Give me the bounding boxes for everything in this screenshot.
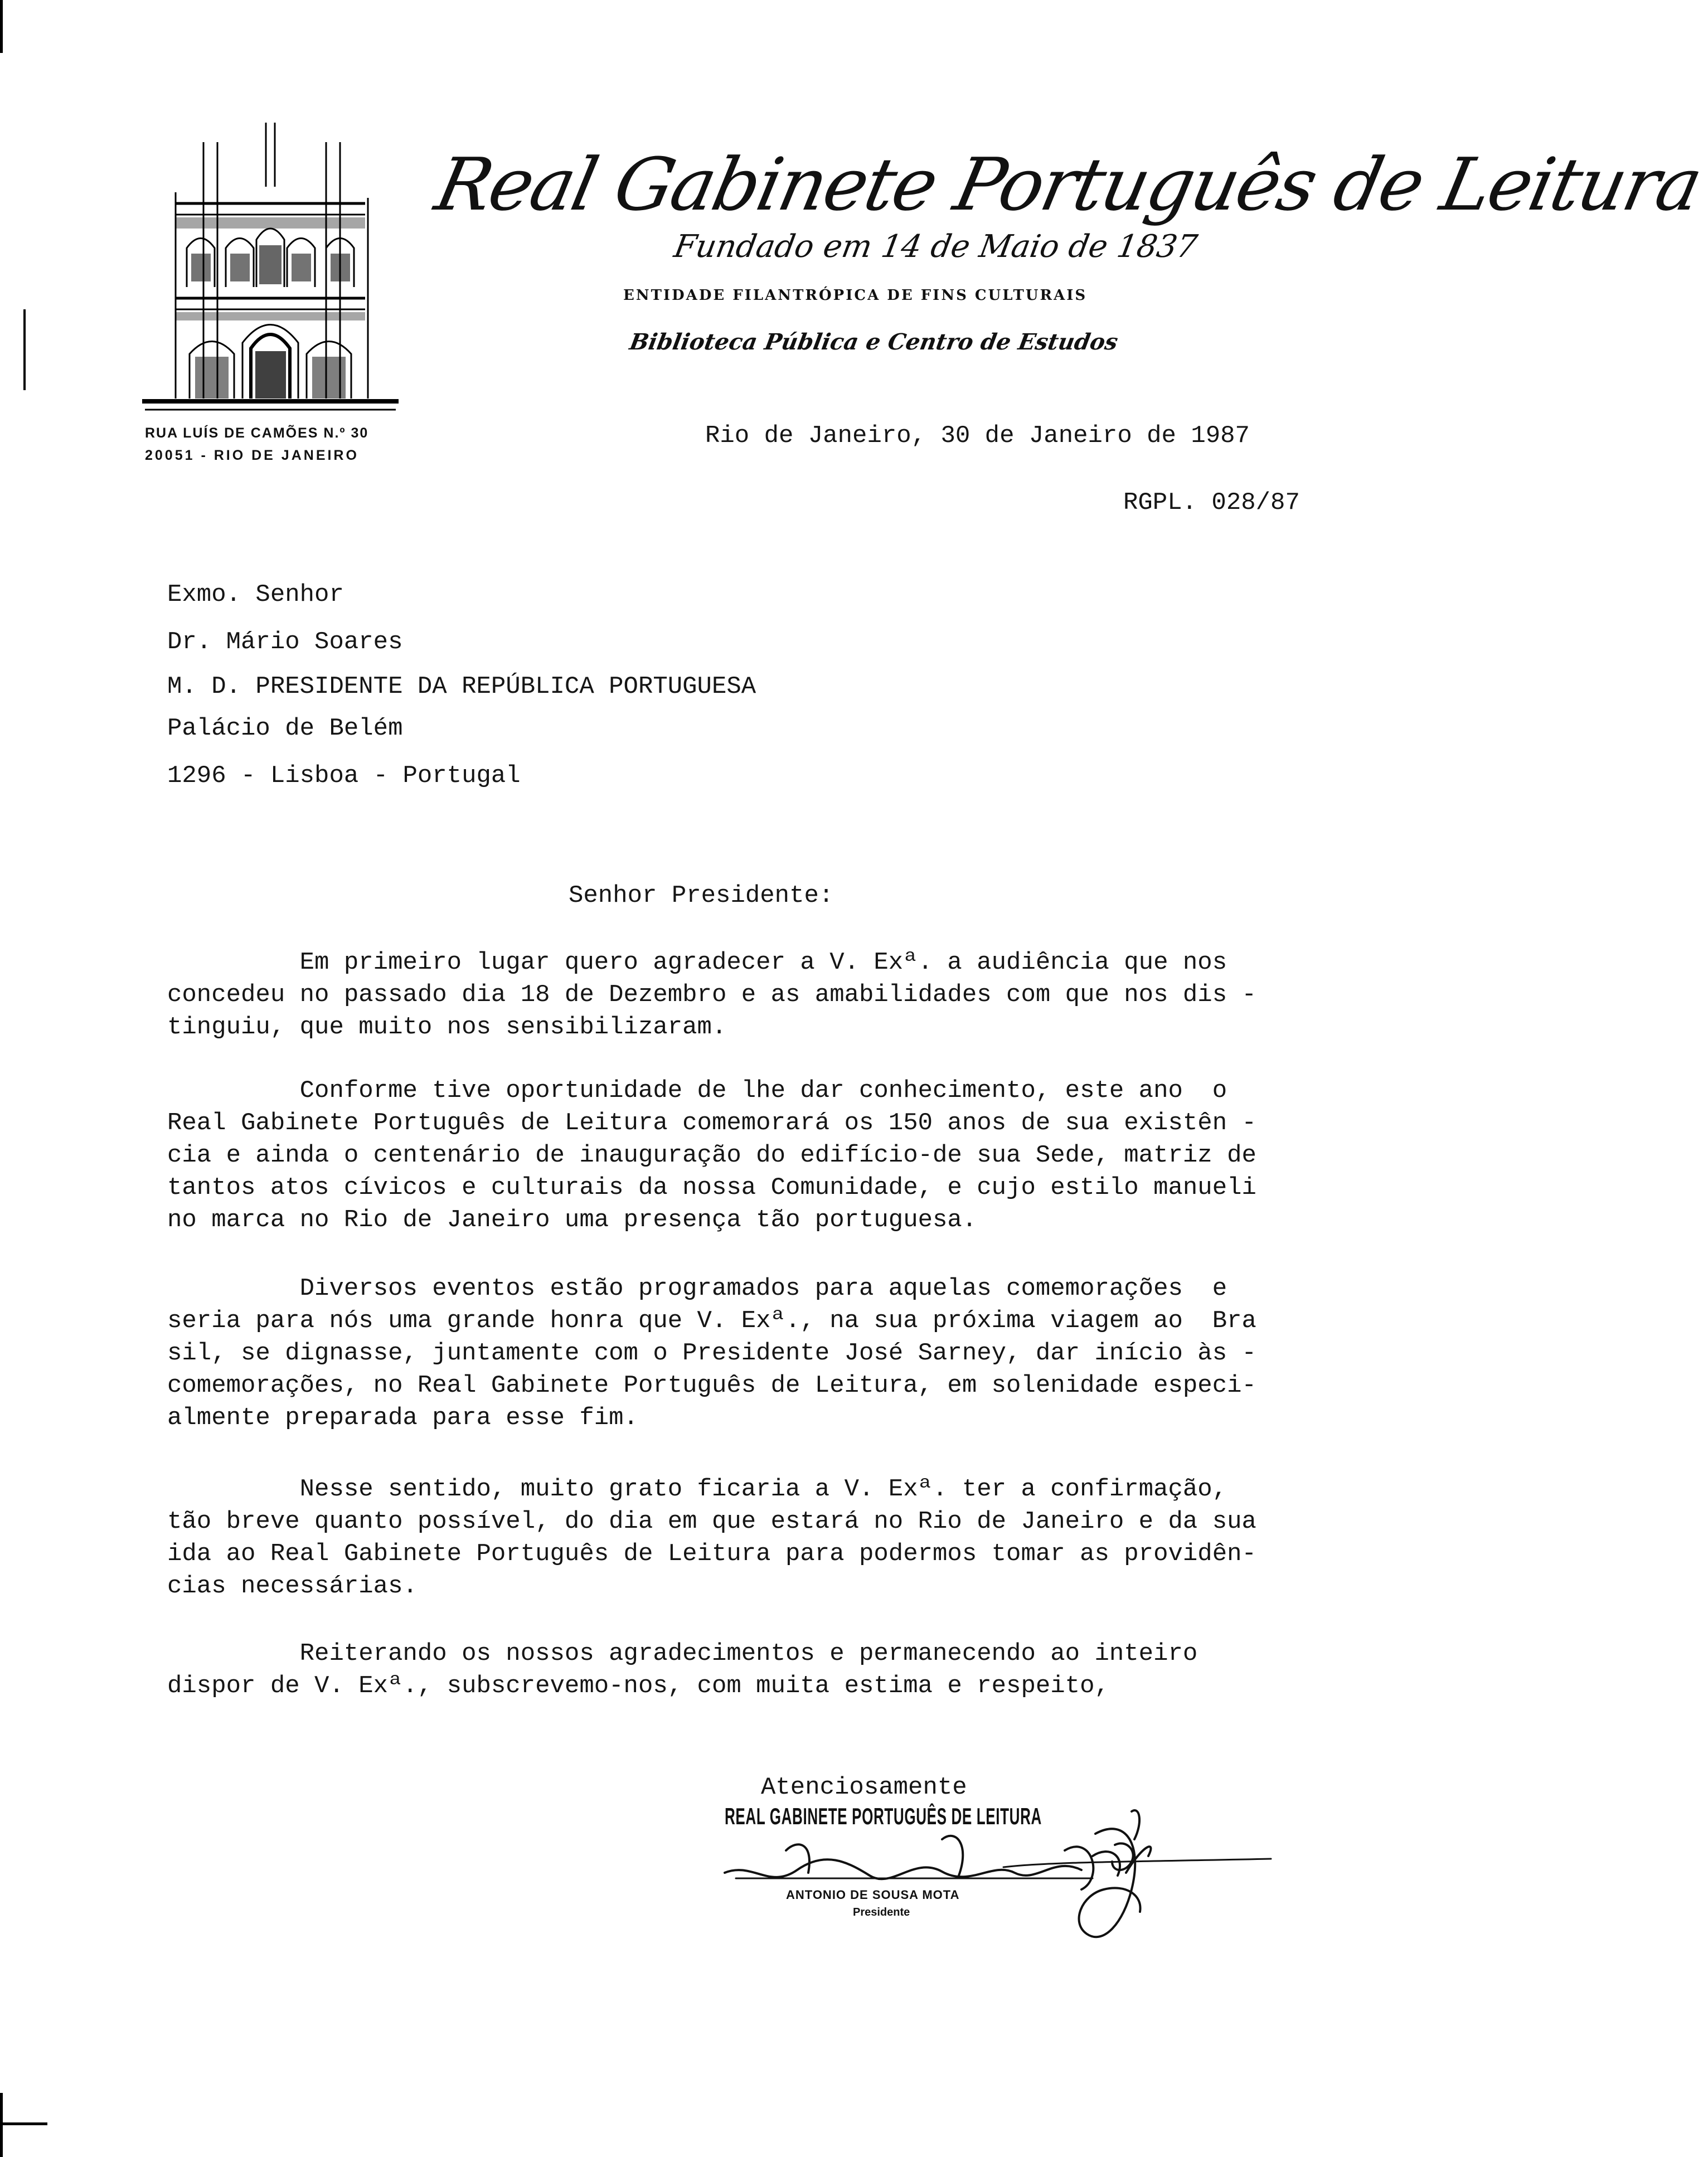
letterhead-entity: ENTIDADE FILANTRÓPICA DE FINS CULTURAIS <box>623 287 1088 304</box>
stamp-signer-title: Presidente <box>853 1906 910 1918</box>
handwritten-signature-icon <box>702 1778 1416 1945</box>
scan-edge-mark-bottom-bar <box>0 2122 47 2125</box>
paragraph-line: sil, se dignasse, juntamente com o Presidente José Sarney, dar início às - <box>167 1339 1256 1367</box>
letterhead-title: Real Gabinete Português de Leitura <box>428 142 1708 227</box>
paragraph-line: dispor de V. Exª., subscrevemo-nos, com muita estima e respeito, <box>167 1672 1109 1700</box>
paragraph-line: no marca no Rio de Janeiro uma presença tão portuguesa. <box>167 1206 977 1234</box>
paragraph-line: almente preparada para esse fim. <box>167 1404 638 1432</box>
building-facade-icon <box>142 120 399 415</box>
paragraph-line: Diversos eventos estão programados para aquelas comemorações e <box>167 1275 1227 1303</box>
salutation: Senhor Presidente: <box>569 882 834 910</box>
scan-edge-mark-top <box>0 0 3 53</box>
paragraph-line: Em primeiro lugar quero agradecer a V. Exª. a audiência que nos <box>167 949 1227 977</box>
paragraph-line: tantos atos cívicos e culturais da nossa Comunidade, e cujo estilo manueli <box>167 1174 1256 1202</box>
paragraph-line: Real Gabinete Português de Leitura comemorará os 150 anos de sua existên - <box>167 1109 1256 1137</box>
paragraph-line: ida ao Real Gabinete Português de Leitura para podermos tomar as providên- <box>167 1540 1256 1568</box>
paragraph-line: concedeu no passado dia 18 de Dezembro e as amabilidades com que nos dis - <box>167 981 1256 1009</box>
paragraph-line: tão breve quanto possível, do dia em que estará no Rio de Janeiro e da sua <box>167 1508 1256 1536</box>
paragraph-line: seria para nós uma grande honra que V. Exª., na sua próxima viagem ao Bra <box>167 1307 1256 1335</box>
paragraph-line: Nesse sentido, muito grato ficaria a V. Exª. ter a confirmação, <box>167 1475 1227 1503</box>
paragraph-line: Conforme tive oportunidade de lhe dar conhecimento, este ano o <box>167 1077 1227 1105</box>
recipient-line-5: 1296 - Lisboa - Portugal <box>167 762 521 790</box>
letterhead-services: Biblioteca Pública e Centro de Estudos <box>627 329 1120 355</box>
recipient-line-2: Dr. Mário Soares <box>167 628 403 656</box>
stamp-signer-name: ANTONIO DE SOUSA MOTA <box>786 1888 960 1902</box>
reference-number: RGPL. 028/87 <box>1123 489 1300 517</box>
address-line-1: RUA LUÍS DE CAMÕES N.º 30 <box>145 425 369 441</box>
paragraph-line: Reiterando os nossos agradecimentos e permanecendo ao inteiro <box>167 1640 1198 1668</box>
paragraph-line: comemorações, no Real Gabinete Português de Leitura, em solenidade especi- <box>167 1372 1256 1400</box>
stamp-org-name: REAL GABINETE PORTUGUÊS DE LEITURA <box>725 1803 1042 1829</box>
letterhead-founded: Fundado em 14 de Maio de 1837 <box>671 229 1200 265</box>
recipient-line-3: M. D. PRESIDENTE DA REPÚBLICA PORTUGUESA <box>167 673 756 701</box>
recipient-line-4: Palácio de Belém <box>167 715 403 742</box>
address-line-2: 20051 - RIO DE JANEIRO <box>145 448 359 463</box>
date-line: Rio de Janeiro, 30 de Janeiro de 1987 <box>705 422 1250 450</box>
paragraph-line: cias necessárias. <box>167 1572 418 1600</box>
scan-edge-mark-middle <box>23 309 26 390</box>
closing: Atenciosamente <box>761 1774 967 1801</box>
signature <box>702 1778 1416 1945</box>
building-illustration <box>142 120 399 415</box>
recipient-line-1: Exmo. Senhor <box>167 581 344 609</box>
paragraph-line: tinguiu, que muito nos sensibilizaram. <box>167 1013 727 1041</box>
paragraph-line: cia e ainda o centenário de inauguração do edifício-de sua Sede, matriz de <box>167 1141 1256 1169</box>
